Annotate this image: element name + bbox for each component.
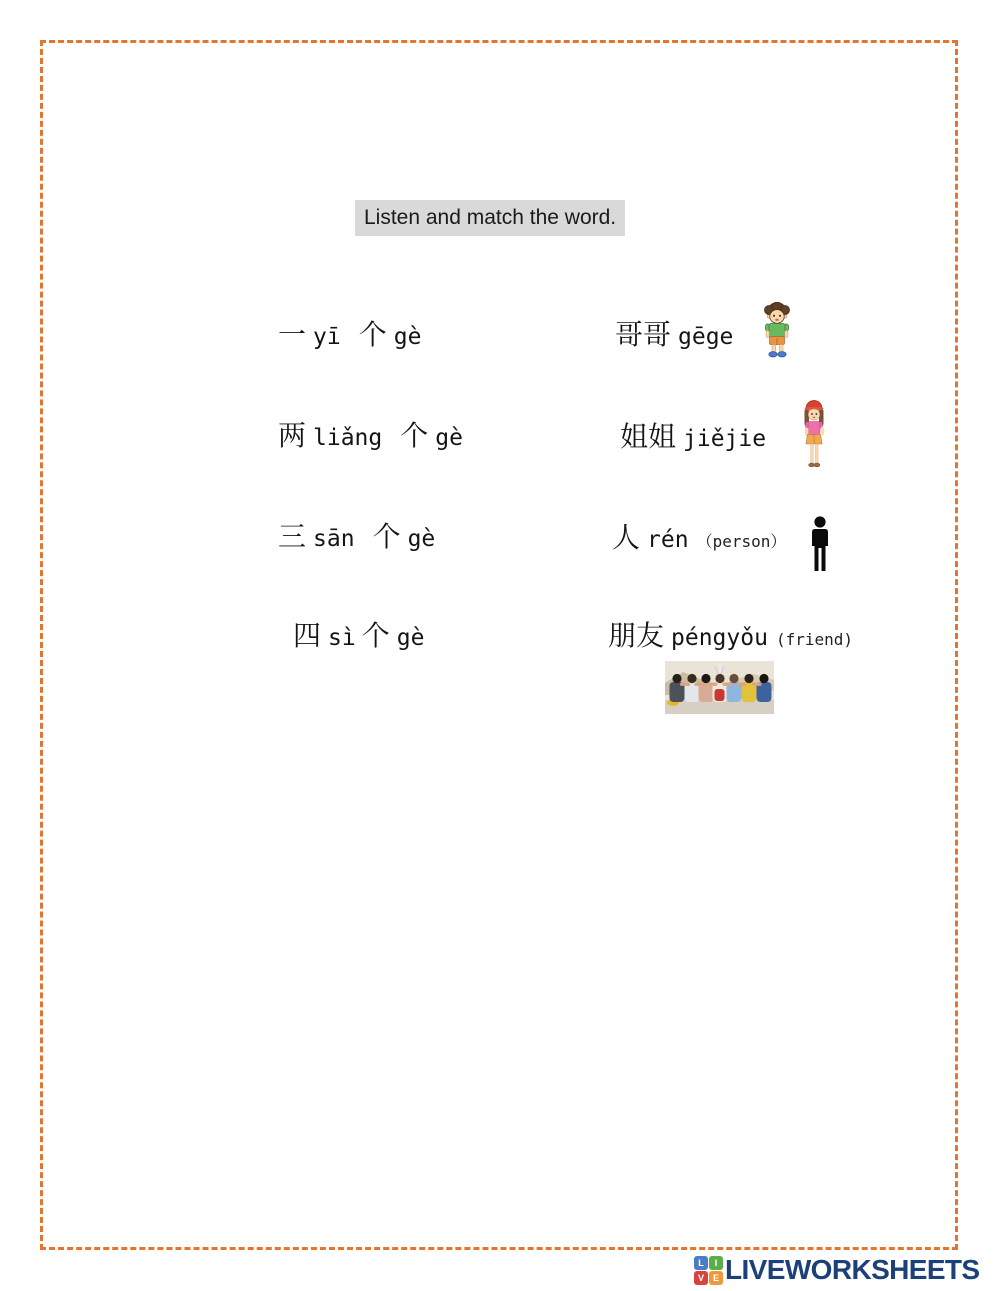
hanzi-text: 朋友 xyxy=(608,619,665,652)
hanzi-text: 哥哥 xyxy=(615,318,672,351)
match-right-item-4[interactable] xyxy=(608,619,853,658)
pinyin-text: gè xyxy=(396,625,425,651)
note-text: （person） xyxy=(696,532,787,551)
pinyin-text: jiějie xyxy=(683,426,767,452)
hanzi-text: 人 xyxy=(612,521,641,554)
pinyin-text: gè xyxy=(393,324,422,350)
match-left-item-4[interactable] xyxy=(293,619,424,658)
note-text: (friend) xyxy=(775,630,854,649)
person-icon xyxy=(806,516,834,573)
pinyin-text: péngyǒu xyxy=(671,625,768,651)
pinyin-text: sān xyxy=(313,526,355,552)
hanzi-text: 一 xyxy=(278,318,307,351)
pinyin-text: gè xyxy=(435,425,463,451)
logo-square-l: L xyxy=(694,1256,708,1270)
hanzi-text: 个 xyxy=(361,619,390,652)
match-left-item-2[interactable] xyxy=(278,419,463,458)
match-left-item-1[interactable] xyxy=(278,318,421,357)
hanzi-text: 四 xyxy=(293,619,322,652)
match-right-item-3[interactable] xyxy=(612,521,786,560)
logo-square-v: V xyxy=(694,1271,708,1285)
logo-square-i: I xyxy=(709,1256,723,1270)
hanzi-text: 姐姐 xyxy=(620,420,677,453)
hanzi-text: 个 xyxy=(400,419,429,452)
logo-square-e: E xyxy=(709,1271,723,1285)
match-left-item-3[interactable] xyxy=(278,520,435,559)
pinyin-text: liǎng xyxy=(313,425,383,451)
match-right-item-1[interactable] xyxy=(615,318,741,357)
boy-cartoon-icon xyxy=(756,302,799,359)
liveworksheets-logo[interactable] xyxy=(694,1255,980,1285)
hanzi-text: 个 xyxy=(372,520,401,553)
worksheet-title: Listen and match the word. xyxy=(355,200,625,236)
hanzi-text: 个 xyxy=(358,318,387,351)
pinyin-text: gè xyxy=(407,526,436,552)
pinyin-text: sì xyxy=(328,625,356,651)
pinyin-text: rén xyxy=(647,527,689,553)
hanzi-text: 两 xyxy=(278,419,307,452)
friends-photo xyxy=(665,661,774,714)
match-right-item-2[interactable] xyxy=(620,420,774,459)
girl-cartoon-icon xyxy=(797,399,831,474)
pinyin-text: yī xyxy=(313,324,341,350)
hanzi-text: 三 xyxy=(278,520,307,553)
liveworksheets-logo-icon xyxy=(694,1256,723,1285)
liveworksheets-logo-text: LIVEWORKSHEETS xyxy=(725,1254,980,1285)
pinyin-text: gēge xyxy=(678,324,734,350)
